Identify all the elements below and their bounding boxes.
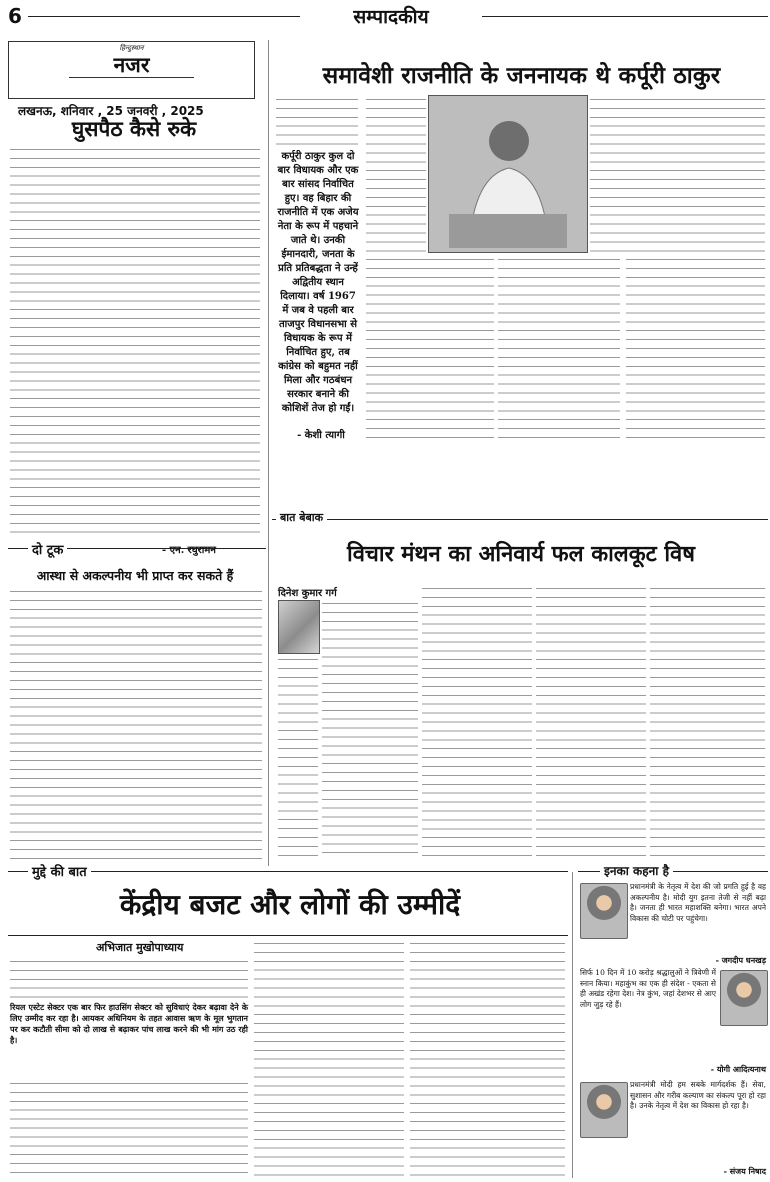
quote-3-text: प्रधानमंत्री मोदी हम सबके मार्गदर्शक हैं। सेवा, सुशासन और गरीब कल्याण का संकल्प पूरा हो रहा है। उनके नेतृत्व में देश का विकास हो रहा है।	[630, 1080, 766, 1110]
baat-body-col-4	[650, 585, 765, 860]
mudde-byline-rule	[8, 935, 568, 936]
baat-body-col-1	[322, 600, 418, 860]
masthead-divider	[69, 77, 194, 78]
section-title: सम्पादकीय	[300, 3, 482, 29]
quote-2-text: सिर्फ 10 दिन में 10 करोड़ श्रद्धालुओं ने त्रिवेणी में स्नान किया। महाकुंभ का एक ही संदेश - एकता से ही अखंड रहेगा देश। नेत्र कुंभ, जहां देशभर से आए लोग जुड़ रहे हैं।	[580, 968, 716, 1009]
masthead-brand-small: हिन्दुस्थान	[119, 44, 144, 52]
masthead-brand: नजर	[113, 52, 150, 77]
mudde-headline: केंद्रीय बजट और लोगों की उम्मीदें	[119, 888, 461, 921]
lead-body-col-1	[276, 96, 358, 146]
baat-body-col-1b	[278, 656, 318, 860]
second-body	[10, 588, 262, 860]
quote-1-photo	[580, 883, 628, 939]
baat-byline: दिनेश कुमार गर्ग	[278, 588, 337, 599]
baat-body-col-2	[422, 585, 532, 860]
mudde-body-col-1b	[10, 1080, 248, 1176]
mudde-rule	[8, 871, 568, 872]
quote-2-photo	[720, 970, 768, 1026]
mudde-kicker: मुद्दे की बात	[28, 862, 91, 880]
mudde-body-col-3	[410, 940, 565, 1176]
lead-pullquote: कर्पूरी ठाकुर कुल दो बार विधायक और एक बार सांसद निर्वाचित हुए। वह बिहार की राजनीति में एक अजेय नेता के रूप में पहचाने जाते थे। उनकी ईमानदारी, जनता के प्रति प्रतिबद्धता ने उन्हें अद्वितीय स्थान दिलाया। वर्ष 1967 में जब वे पहली बार ताजपुर विधानसभा से विधायक के रूप में निर्वाचित हुए, तब कांग्रेस को बहुमत नहीं मिला और गठबंधन सरकार बनाने की कोशिशें तेज हो गईं।	[277, 151, 359, 414]
baat-kicker: बात बेबाक	[276, 510, 327, 525]
lead-body-col-2b	[366, 256, 494, 440]
quote-3-name: - संजय निषाद	[723, 1166, 766, 1176]
baat-author-photo	[278, 600, 320, 654]
left-story-headline: घुसपैठ कैसे रुके	[71, 116, 197, 141]
lead-body-col-5	[626, 256, 765, 440]
quote-3-photo	[580, 1082, 628, 1138]
portrait-illustration	[429, 96, 587, 252]
mudde-body-col-2	[254, 940, 404, 1176]
karpoori-thakur-photo	[428, 95, 588, 253]
col-separator-left	[268, 40, 269, 866]
second-kicker: दो टूक	[28, 540, 67, 558]
dateline: लखनऊ, शनिवार , 25 जनवरी , 2025	[18, 104, 204, 118]
mudde-byline: अभिजात मुखोपाध्याय	[96, 941, 184, 954]
lead-body-col-3	[498, 256, 620, 440]
mudde-highlight: रियल एस्टेट सेक्टर एक बार फिर हाउसिंग सेक्टर को सुविधाएं देकर बढ़ावा देने के लिए उम्मीद कर रहा है। आयकर अधिनियम के तहत आवास ऋण के मूल भुगतान पर कर कटौती सीमा को दो लाख से बढ़ाकर पांच लाख करने की भी मांग उठ रही है।	[10, 1002, 248, 1045]
inka-kicker: इनका कहना है	[600, 862, 673, 879]
quote-2-name: - योगी आदित्यनाथ	[710, 1064, 766, 1074]
quote-1-name: - जगदीप धनखड़	[715, 955, 766, 965]
page-number: 6	[8, 4, 22, 28]
left-story-body	[10, 146, 260, 538]
lead-body-col-4	[590, 96, 765, 252]
masthead-box	[8, 41, 255, 99]
second-headline: आस्था से अकल्पनीय भी प्राप्त कर सकते हैं	[36, 568, 234, 583]
baat-body-col-3	[536, 585, 646, 860]
second-byline: - एन. रघुरामन	[162, 545, 216, 556]
mudde-body-col-1a	[10, 958, 248, 998]
baat-headline: विचार मंथन का अनिवार्य फल कालकूट विष	[347, 541, 695, 567]
quote-1-text: प्रधानमंत्री के नेतृत्व में देश की जो प्रगति हुई है वह अकल्पनीय है। मोदी युग इतना तेजी से नहीं बढ़ा है। जनता ही भारत महाशक्ति बनेगा। भारत अपने विकास की चोटी पर पहुंचेगा।	[630, 882, 766, 923]
baat-rule	[272, 519, 768, 520]
lead-body-col-2	[366, 96, 426, 252]
lead-byline: - केशी त्यागी	[297, 430, 345, 441]
lead-headline: समावेशी राजनीति के जननायक थे कर्पूरी ठाकुर	[322, 62, 721, 89]
col-separator-bottom	[572, 872, 573, 1178]
